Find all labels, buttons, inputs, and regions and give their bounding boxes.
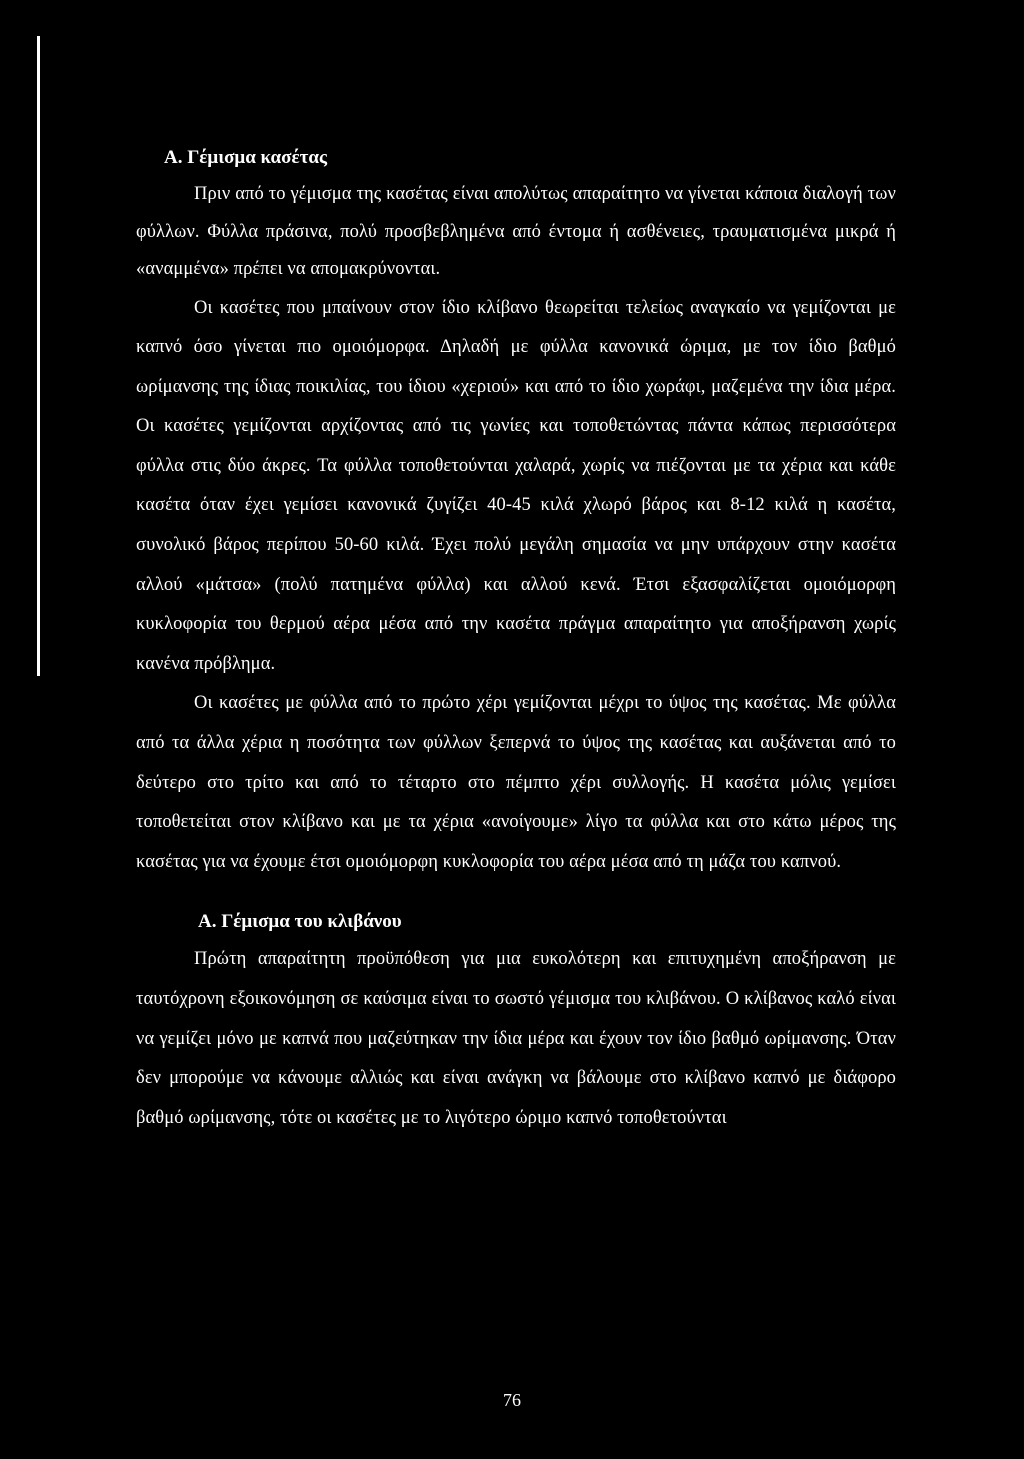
paragraph-uniform-filling: Οι κασέτες που μπαίνουν στον ίδιο κλίβανο θεωρείται τελείως αναγκαίο να γεμίζονται με καπνό όσο γίνεται πιο ομοιόμορφα. Δηλαδή με φύλλα κανονικά ώριμα, με τον ίδιο βαθμό ωρίμανσης της ίδιας ποικιλίας, του ίδιου «χεριού» και από το ίδιο χωράφι, μαζεμένα την ίδια μέρα. Οι κασέτες γεμίζονται αρχίζοντας από τις γωνίες και τοποθετώντας πάντα κάπως περισσότερα φύλλα στις δύο άκρες. Τα φύλλα τοποθετούνται χαλαρά, χωρίς να πιέζονται με τα χέρια και κάθε κασέτα όταν έχει γεμίσει κανονικά ζυγίζει 40-45 κιλά χλωρό βάρος και 8-12 κιλά η κασέτα, συνολικό βάρος περίπου 50-60 κιλά. Έχει πολύ μεγάλη σημασία να μην υπάρχουν στην κασέτα αλλού «μάτσα» (πολύ πατημένα φύλλα) και αλλού κενά. Έτσι εξασφαλίζεται ομοιόμορφη κυκλοφορία του θερμού αέρα μέσα από την κασέτα πράγμα απαραίτητο για αποξήρανση χωρίς κανένα πρόβλημα.	[136, 297, 896, 674]
page-content	[136, 140, 896, 1138]
page-number: 76	[503, 1390, 521, 1410]
paragraph-leaf-height: Οι κασέτες με φύλλα από το πρώτο χέρι γεμίζονται μέχρι το ύψος της κασέτας. Με φύλλα από τα άλλα χέρια η ποσότητα των φύλλων ξεπερνά το ύψος της κασέτας και αυξάνεται από το δεύτερο στο τρίτο και από το τέταρτο στο πέμπτο χέρι συλλογής. Η κασέτα μόλις γεμίσει τοποθετείται στον κλίβανο και με τα χέρια «ανοίγουμε» λίγο τα φύλλα και στο κάτω μέρος της κασέτας για να έχουμε έτσι ομοιόμορφη κυκλοφορία του αέρα μέσα από τη μάζα του καπνού.	[136, 693, 896, 872]
paragraph-sorting: Πριν από το γέμισμα της κασέτας είναι απολύτως απαραίτητο να γίνεται κάποια διαλογή των φύλλων. Φύλλα πράσινα, πολύ προσβεβλημένα από έντομα ή ασθένειες, τραυματισμένα μικρά ή «αναμμένα» πρέπει να απομακρύνονται.	[136, 184, 896, 279]
scan-edge-line	[37, 36, 40, 676]
paragraph-kiln-prerequisite: Πρώτη απαραίτητη προϋπόθεση για μια ευκολότερη και επιτυχημένη αποξήρανση με ταυτόχρονη εξοικονόμηση σε καύσιμα είναι το σωστό γέμισμα του κλιβάνου. Ο κλίβανος καλό είναι να γεμίζει μόνο με καπνά που μαζεύτηκαν την ίδια μέρα και έχουν τον ίδιο βαθμό ωρίμανσης. Όταν δεν μπορούμε να κάνουμε αλλιώς και είναι ανάγκη να βάλουμε στο κλίβανο καπνό με διάφορο βαθμό ωρίμανσης, τότε οι κασέτες με το λιγότερο ώριμο καπνό τοποθετούνται	[136, 949, 896, 1128]
section-heading-kiln-filling: Α. Γέμισμα του κλιβάνου	[198, 911, 402, 933]
section-heading-cassette-filling: Α. Γέμισμα κασέτας	[164, 147, 327, 168]
